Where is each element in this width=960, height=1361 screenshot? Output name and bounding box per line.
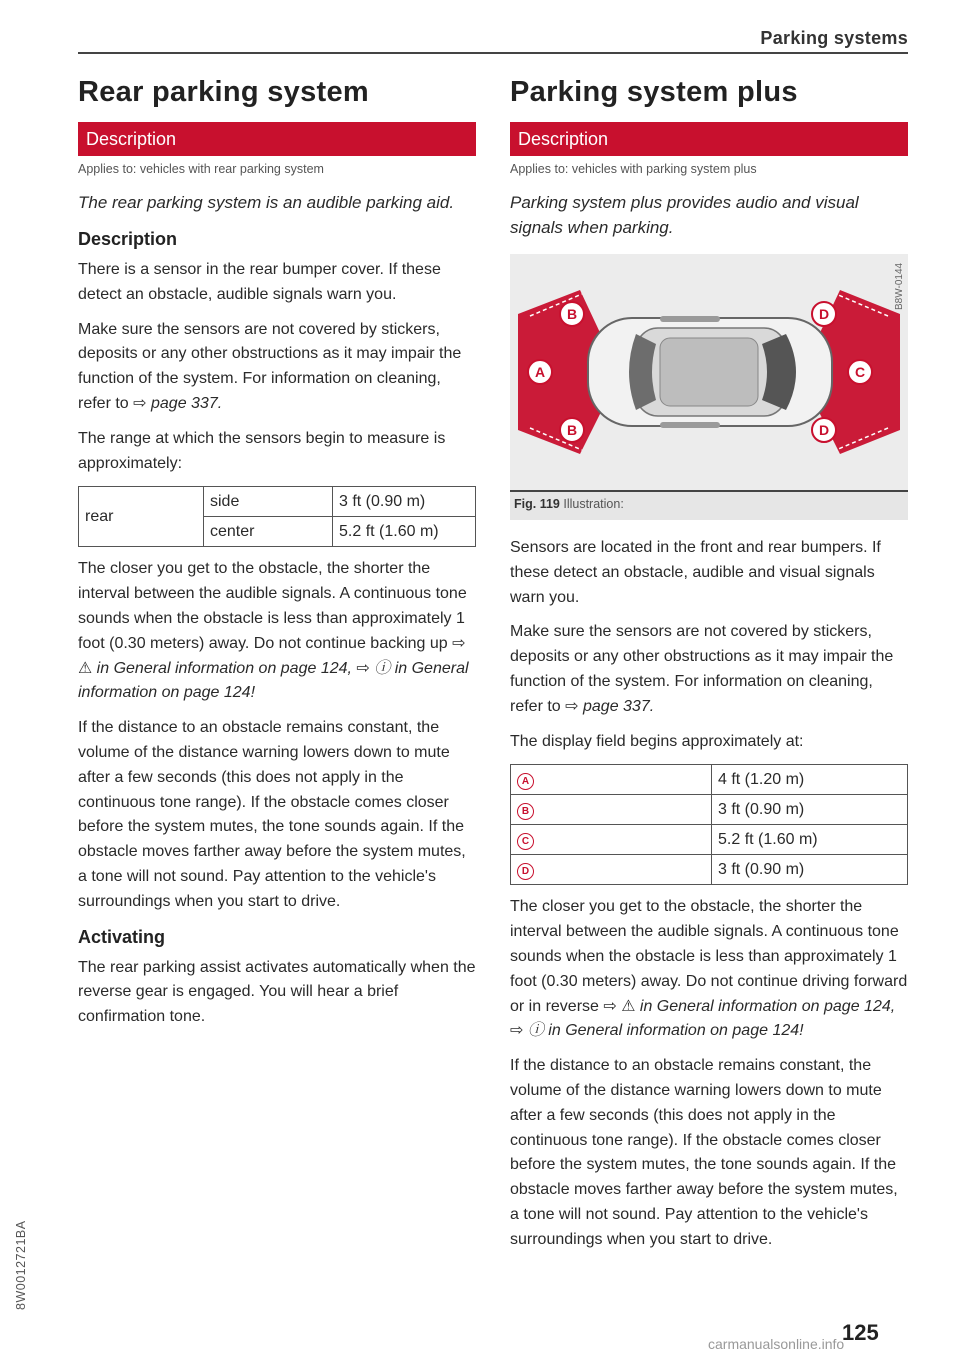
figure-code: B8W-0144 xyxy=(894,262,905,310)
sensor-label-d-front-top xyxy=(812,302,836,326)
svg-text:D: D xyxy=(818,306,830,322)
running-head: Parking systems xyxy=(760,28,908,48)
table-cell xyxy=(511,825,712,855)
document-code: 8W0012721BA xyxy=(14,1220,28,1310)
left-column xyxy=(78,74,476,1040)
label-d-icon: D xyxy=(517,863,534,880)
sensor-label-b-rear-top xyxy=(560,302,584,326)
table-cell: 3 ft (0.90 m) xyxy=(712,855,908,885)
paragraph: If the distance to an obstacle remains constant, the volume of the distance warning lowers down to mute after a few seconds (this does not apply in the continuous tone range). If the obstacle comes closer before the system mutes, the tone sounds again. If the obstacle moves farther away before the system mutes, a tone will not sound. Pay attention to the vehicle's surroundings when you start to drive. xyxy=(78,719,466,910)
description-band: Description xyxy=(78,122,476,156)
page-number: 125 xyxy=(842,1320,879,1345)
paragraph: If the distance to an obstacle remains constant, the volume of the distance warning lowers down to mute after a few seconds (this does not apply in the continuous tone range). If the obstacle comes closer before the system mutes, the tone sounds again. If the obstacle moves farther away before the system mutes, a tone will not sound. Pay attention to the vehicle's surroundings when you start to drive. xyxy=(510,1057,898,1248)
sensor-label-a xyxy=(528,360,552,384)
range-table xyxy=(78,486,476,547)
windshield xyxy=(762,334,796,410)
rear-window xyxy=(629,334,656,410)
paragraph: The closer you get to the obstacle, the shorter the interval between the audible signals. A continuous tone sounds when the obstacle is less than approximately 1 foot (0.30 meters) away. Do not continue backing up ⇨ ⚠ in General information on page 124, ⇨ ⓘ in General information on page 124! xyxy=(78,560,469,702)
page-link[interactable]: ⇨ page 337. xyxy=(133,394,223,412)
description-heading: Description xyxy=(78,229,178,249)
table-cell xyxy=(511,765,712,795)
paragraph: There is a sensor in the rear bumper cover. If these detect an obstacle, audible signals warn you. xyxy=(78,261,441,303)
sensor-label-b-rear-bottom xyxy=(560,418,584,442)
sensor-label-c xyxy=(848,360,872,384)
figure-caption: Fig. 119 Illustration: xyxy=(510,492,908,520)
label-b-icon: B xyxy=(517,803,534,820)
header-rule xyxy=(78,52,908,54)
page-link[interactable]: ⇨ page 337. xyxy=(565,697,655,715)
watermark: carmanualsonline.info xyxy=(708,1336,845,1352)
svg-text:D: D xyxy=(818,422,830,438)
warning-reference[interactable]: ⇨ ⚠ in General information on page 124, ⇨ ⓘ in General information on page 124! xyxy=(510,997,896,1040)
paragraph: The rear parking assist activates automatically when the reverse gear is engaged. You will hear a brief confirmation tone. xyxy=(78,958,476,1026)
table-cell: 3 ft (0.90 m) xyxy=(712,795,908,825)
paragraph: The display field begins approximately at: xyxy=(510,732,804,750)
paragraph: Sensors are located in the front and rear bumpers. If these detect an obstacle, audible and visual signals warn you. xyxy=(510,539,881,606)
activating-heading: Activating xyxy=(78,926,166,947)
sensor-label-d-front-bottom xyxy=(812,418,836,442)
applies-note: Applies to: vehicles with rear parking system xyxy=(78,162,324,176)
section-title-rear: Rear parking system xyxy=(78,76,369,108)
table-cell: 5.2 ft (1.60 m) xyxy=(712,825,908,855)
table-cell: center xyxy=(204,517,333,547)
display-field-table xyxy=(510,764,908,885)
table-cell: rear xyxy=(79,487,204,547)
description-band: Description xyxy=(510,122,908,156)
warning-reference[interactable]: ⇨ ⚠ in General information on page 124, ⇨ ⓘ in General information on page 124! xyxy=(78,634,469,702)
table-cell: 3 ft (0.90 m) xyxy=(333,487,476,517)
table-cell: side xyxy=(204,487,333,517)
lead-text: Parking system plus provides audio and visual signals when parking. xyxy=(510,193,859,237)
table-cell xyxy=(511,795,712,825)
svg-text:C: C xyxy=(854,364,866,380)
table-cell xyxy=(511,855,712,885)
table-cell: 5.2 ft (1.60 m) xyxy=(333,517,476,547)
section-title-plus: Parking system plus xyxy=(510,76,798,108)
svg-text:A: A xyxy=(534,364,546,380)
paragraph: Make sure the sensors are not covered by stickers, deposits or any other obstructions as it may impair the function of the system. For information on cleaning, refer to ⇨ page 337. xyxy=(510,623,894,715)
lead-text: The rear parking system is an audible parking aid. xyxy=(78,193,455,212)
car-sensor-illustration xyxy=(510,254,908,490)
svg-text:B: B xyxy=(566,306,578,322)
label-a-icon: A xyxy=(517,773,534,790)
paragraph: Make sure the sensors are not covered by stickers, deposits or any other obstructions as it may impair the function of the system. For information on cleaning, refer to ⇨ page 337. xyxy=(78,320,462,412)
sensor-figure xyxy=(510,254,908,492)
applies-note: Applies to: vehicles with parking system plus xyxy=(510,162,757,176)
label-c-icon: C xyxy=(517,833,534,850)
svg-text:B: B xyxy=(566,422,578,438)
table-cell: 4 ft (1.20 m) xyxy=(712,765,908,795)
right-column xyxy=(510,74,908,1263)
paragraph: The closer you get to the obstacle, the shorter the interval between the audible signals. A continuous tone sounds when the obstacle is less than approximately 1 foot (0.30 meters) away. Do not continue driving forward or in reverse ⇨ ⚠ in General information on page 124, ⇨ ⓘ in General information on page 124! xyxy=(510,898,908,1040)
paragraph: The range at which the sensors begin to measure is approximately: xyxy=(78,429,446,472)
